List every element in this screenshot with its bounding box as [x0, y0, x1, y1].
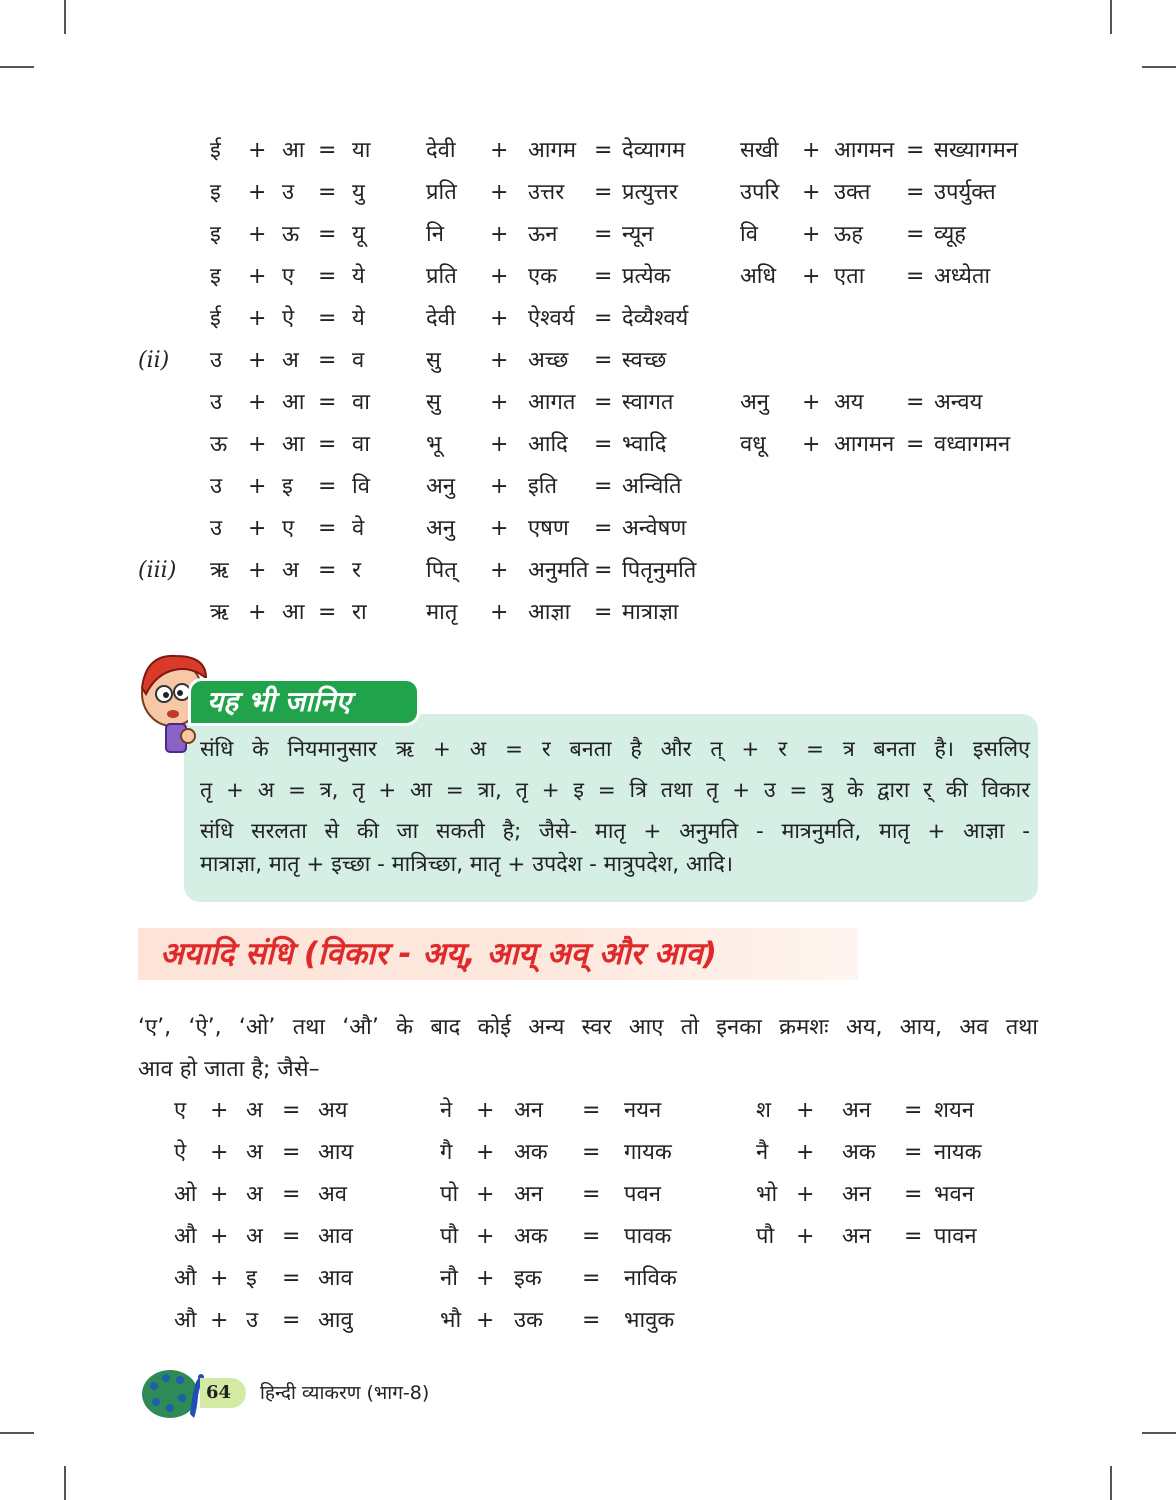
- example-cell: +: [490, 222, 509, 247]
- example-cell: आगमन: [834, 138, 895, 163]
- example-cell: +: [210, 1266, 229, 1291]
- info-title: यह भी जानिए: [188, 678, 420, 726]
- example-cell: =: [318, 264, 337, 289]
- example-cell: ऊ: [210, 432, 228, 457]
- example-cell: अच्छ: [528, 348, 569, 373]
- info-line: संधि के नियमानुसार ऋ + अ = र बनता है और त् + र = त्र बनता है। इसलिए: [200, 737, 1030, 762]
- example-cell: ने: [440, 1098, 453, 1123]
- example-cell: प्रत्युत्तर: [622, 180, 678, 205]
- example-cell: इ: [282, 474, 293, 499]
- example-cell: भ्वादि: [622, 432, 667, 457]
- example-cell: =: [318, 222, 337, 247]
- example-cell: प्रति: [426, 180, 457, 205]
- example-cell: ए: [174, 1098, 187, 1123]
- example-cell: =: [282, 1182, 301, 1207]
- example-cell: =: [318, 138, 337, 163]
- example-cell: ऊन: [528, 222, 558, 247]
- example-cell: अ: [246, 1098, 263, 1123]
- book-title: हिन्दी व्याकरण (भाग-8): [260, 1382, 430, 1404]
- paragraph-line: आव हो जाता है; जैसे–: [138, 1057, 320, 1082]
- example-cell: +: [490, 180, 509, 205]
- example-cell: भावुक: [624, 1308, 675, 1333]
- example-cell: +: [210, 1140, 229, 1165]
- example-cell: +: [248, 600, 267, 625]
- example-cell: गै: [440, 1140, 453, 1165]
- example-cell: =: [594, 600, 613, 625]
- example-cell: =: [318, 348, 337, 373]
- example-cell: अन्विति: [622, 474, 682, 499]
- example-cell: +: [476, 1224, 495, 1249]
- example-cell: आव: [318, 1266, 353, 1291]
- example-cell: उक्त: [834, 180, 871, 205]
- example-cell: भो: [756, 1182, 778, 1207]
- example-cell: +: [796, 1182, 815, 1207]
- example-cell: उत्तर: [528, 180, 565, 205]
- example-cell: +: [476, 1182, 495, 1207]
- crop-mark: [1142, 66, 1176, 68]
- crop-mark: [1142, 1432, 1176, 1434]
- example-cell: अ: [282, 348, 299, 373]
- example-cell: अन: [514, 1098, 544, 1123]
- example-cell: नयन: [624, 1098, 662, 1123]
- example-cell: अन: [842, 1224, 872, 1249]
- example-cell: +: [476, 1308, 495, 1333]
- example-cell: औ: [174, 1266, 197, 1291]
- example-cell: एषण: [528, 516, 569, 541]
- example-cell: वा: [352, 390, 370, 415]
- example-cell: +: [802, 264, 821, 289]
- example-cell: गायक: [624, 1140, 672, 1165]
- example-cell: उक: [514, 1308, 543, 1333]
- example-cell: +: [802, 222, 821, 247]
- example-cell: भौ: [440, 1308, 462, 1333]
- example-cell: पौ: [756, 1224, 775, 1249]
- page-number: 64: [206, 1382, 232, 1403]
- example-cell: वा: [352, 432, 370, 457]
- example-cell: आव: [318, 1224, 353, 1249]
- example-cell: इ: [210, 180, 221, 205]
- example-cell: =: [318, 180, 337, 205]
- example-cell: ऊह: [834, 222, 863, 247]
- crop-mark: [64, 1466, 66, 1500]
- example-cell: =: [318, 474, 337, 499]
- example-cell: उ: [210, 348, 223, 373]
- example-cell: पावन: [934, 1224, 977, 1249]
- example-cell: अन्वेषण: [622, 516, 687, 541]
- example-cell: उपरि: [740, 180, 780, 205]
- example-cell: =: [582, 1140, 601, 1165]
- example-cell: अ: [282, 558, 299, 583]
- example-cell: पवन: [624, 1182, 661, 1207]
- example-cell: मात्राज्ञा: [622, 600, 679, 625]
- example-cell: +: [490, 474, 509, 499]
- example-cell: यू: [352, 222, 365, 247]
- example-cell: =: [282, 1224, 301, 1249]
- example-cell: =: [906, 138, 925, 163]
- example-cell: ये: [352, 306, 365, 331]
- example-cell: नौ: [440, 1266, 458, 1291]
- example-cell: अनु: [426, 516, 456, 541]
- example-cell: सु: [426, 348, 441, 373]
- example-cell: +: [802, 432, 821, 457]
- example-cell: अक: [514, 1140, 548, 1165]
- example-cell: आगम: [528, 138, 577, 163]
- example-cell: सु: [426, 390, 441, 415]
- row-label: (iii): [138, 558, 177, 583]
- example-cell: वधू: [740, 432, 766, 457]
- info-line: तृ + अ = त्र, तृ + आ = त्रा, तृ + इ = त्रि तथा तृ + उ = त्रु के द्वारा र् की विकार: [200, 778, 1030, 803]
- example-cell: इ: [210, 264, 221, 289]
- example-cell: +: [802, 180, 821, 205]
- example-cell: आ: [282, 432, 305, 457]
- example-cell: =: [594, 558, 613, 583]
- example-cell: वध्वागमन: [934, 432, 1011, 457]
- example-cell: या: [352, 138, 371, 163]
- example-cell: शयन: [934, 1098, 974, 1123]
- example-cell: एक: [528, 264, 558, 289]
- example-cell: र: [352, 558, 361, 583]
- example-cell: +: [248, 390, 267, 415]
- example-cell: आय: [318, 1140, 354, 1165]
- example-cell: देवी: [426, 138, 456, 163]
- example-cell: +: [210, 1098, 229, 1123]
- example-cell: स्वागत: [622, 390, 674, 415]
- info-line: मात्राज्ञा, मातृ + इच्छा - मात्रिच्छा, मातृ + उपदेश - मात्रुपदेश, आदि।: [200, 852, 734, 877]
- example-cell: +: [210, 1224, 229, 1249]
- example-cell: ऐ: [282, 306, 295, 331]
- example-cell: रा: [352, 600, 367, 625]
- example-cell: सखी: [740, 138, 779, 163]
- example-cell: +: [490, 348, 509, 373]
- example-cell: आ: [282, 390, 305, 415]
- example-cell: वि: [352, 474, 370, 499]
- example-cell: =: [282, 1308, 301, 1333]
- example-cell: =: [594, 432, 613, 457]
- example-cell: +: [802, 138, 821, 163]
- example-cell: नि: [426, 222, 444, 247]
- example-cell: ई: [210, 138, 221, 163]
- crop-mark: [0, 66, 34, 68]
- example-cell: एता: [834, 264, 865, 289]
- example-cell: =: [318, 558, 337, 583]
- example-cell: नै: [756, 1140, 769, 1165]
- example-cell: अनु: [426, 474, 456, 499]
- example-cell: =: [318, 390, 337, 415]
- example-cell: अ: [246, 1182, 263, 1207]
- example-cell: ऐ: [174, 1140, 187, 1165]
- example-cell: +: [248, 222, 267, 247]
- example-cell: +: [490, 558, 509, 583]
- example-cell: +: [796, 1140, 815, 1165]
- example-cell: मातृ: [426, 600, 458, 625]
- example-cell: +: [248, 306, 267, 331]
- example-cell: =: [594, 390, 613, 415]
- example-cell: नायक: [934, 1140, 982, 1165]
- example-cell: =: [594, 222, 613, 247]
- example-cell: =: [906, 180, 925, 205]
- example-cell: +: [490, 516, 509, 541]
- example-cell: पो: [440, 1182, 459, 1207]
- example-cell: इक: [514, 1266, 542, 1291]
- example-cell: देवी: [426, 306, 456, 331]
- example-cell: =: [318, 516, 337, 541]
- example-cell: +: [490, 264, 509, 289]
- example-cell: आगत: [528, 390, 576, 415]
- example-cell: =: [582, 1098, 601, 1123]
- example-cell: इ: [246, 1266, 257, 1291]
- example-cell: +: [490, 138, 509, 163]
- example-cell: ऐश्वर्य: [528, 306, 575, 331]
- example-cell: =: [318, 600, 337, 625]
- example-cell: आगमन: [834, 432, 895, 457]
- example-cell: +: [476, 1266, 495, 1291]
- example-cell: न्यून: [622, 222, 654, 247]
- example-cell: देव्यैश्वर्य: [622, 306, 689, 331]
- example-cell: भू: [426, 432, 442, 457]
- example-cell: अक: [514, 1224, 548, 1249]
- example-cell: अय: [834, 390, 864, 415]
- example-cell: =: [582, 1308, 601, 1333]
- example-cell: अनुमति: [528, 558, 589, 583]
- example-cell: =: [906, 264, 925, 289]
- example-cell: +: [476, 1140, 495, 1165]
- example-cell: अ: [246, 1224, 263, 1249]
- example-cell: +: [248, 516, 267, 541]
- example-cell: पावक: [624, 1224, 672, 1249]
- example-cell: =: [906, 390, 925, 415]
- example-cell: ऊ: [282, 222, 300, 247]
- example-cell: =: [282, 1098, 301, 1123]
- section-title: अयादि संधि (विकार - अय्, आय् अव् और आव): [160, 936, 717, 972]
- example-cell: +: [476, 1098, 495, 1123]
- example-cell: =: [582, 1266, 601, 1291]
- example-cell: आज्ञा: [528, 600, 571, 625]
- example-cell: =: [594, 516, 613, 541]
- example-cell: =: [594, 474, 613, 499]
- example-cell: +: [802, 390, 821, 415]
- example-cell: +: [490, 390, 509, 415]
- example-cell: =: [594, 348, 613, 373]
- example-cell: =: [282, 1140, 301, 1165]
- example-cell: =: [906, 222, 925, 247]
- example-cell: अन: [514, 1182, 544, 1207]
- example-cell: =: [282, 1266, 301, 1291]
- example-cell: अ: [246, 1140, 263, 1165]
- example-cell: =: [318, 432, 337, 457]
- example-cell: आ: [282, 600, 305, 625]
- example-cell: +: [490, 600, 509, 625]
- crop-mark: [64, 0, 66, 34]
- example-cell: अधि: [740, 264, 777, 289]
- example-cell: उ: [210, 516, 223, 541]
- example-cell: स्वच्छ: [622, 348, 667, 373]
- example-cell: अध्येता: [934, 264, 991, 289]
- example-cell: ई: [210, 306, 221, 331]
- example-cell: +: [490, 432, 509, 457]
- example-cell: उ: [246, 1308, 259, 1333]
- example-cell: ए: [282, 516, 295, 541]
- example-cell: अन: [842, 1182, 872, 1207]
- example-cell: अन: [842, 1098, 872, 1123]
- example-cell: +: [248, 558, 267, 583]
- example-cell: अनु: [740, 390, 770, 415]
- example-cell: पौ: [440, 1224, 459, 1249]
- example-cell: +: [248, 264, 267, 289]
- example-cell: औ: [174, 1308, 197, 1333]
- example-cell: वे: [352, 516, 365, 541]
- example-cell: पित्: [426, 558, 457, 583]
- example-cell: उपर्युक्त: [934, 180, 996, 205]
- example-cell: =: [904, 1182, 923, 1207]
- example-cell: =: [594, 264, 613, 289]
- example-cell: =: [906, 432, 925, 457]
- paragraph-line: ‘ए’, ‘ऐ’, ‘ओ’ तथा ‘औ’ के बाद कोई अन्य स्वर आए तो इनका क्रमशः अय, आय, अव तथा: [138, 1015, 1038, 1040]
- example-cell: =: [582, 1182, 601, 1207]
- example-cell: अक: [842, 1140, 876, 1165]
- example-cell: =: [904, 1140, 923, 1165]
- example-cell: अन्वय: [934, 390, 983, 415]
- example-cell: इति: [528, 474, 558, 499]
- crop-mark: [1110, 0, 1112, 34]
- example-cell: नाविक: [624, 1266, 677, 1291]
- example-cell: ऋ: [210, 558, 229, 583]
- example-cell: औ: [174, 1224, 197, 1249]
- example-cell: आ: [282, 138, 305, 163]
- example-cell: +: [248, 348, 267, 373]
- example-cell: =: [904, 1098, 923, 1123]
- example-cell: व: [352, 348, 365, 373]
- example-cell: =: [594, 306, 613, 331]
- example-cell: प्रति: [426, 264, 457, 289]
- example-cell: उ: [210, 474, 223, 499]
- example-cell: +: [248, 138, 267, 163]
- example-cell: उ: [210, 390, 223, 415]
- example-cell: +: [796, 1224, 815, 1249]
- example-cell: +: [490, 306, 509, 331]
- example-cell: अव: [318, 1182, 348, 1207]
- example-cell: ओ: [174, 1182, 197, 1207]
- example-cell: प्रत्येक: [622, 264, 671, 289]
- example-cell: ऋ: [210, 600, 229, 625]
- example-cell: श: [756, 1098, 771, 1123]
- example-cell: =: [904, 1224, 923, 1249]
- example-cell: +: [248, 474, 267, 499]
- example-cell: यु: [352, 180, 365, 205]
- example-cell: =: [594, 180, 613, 205]
- example-cell: +: [210, 1308, 229, 1333]
- example-cell: भवन: [934, 1182, 974, 1207]
- example-cell: देव्यागम: [622, 138, 686, 163]
- example-cell: वि: [740, 222, 758, 247]
- example-cell: +: [210, 1182, 229, 1207]
- example-cell: अय: [318, 1098, 348, 1123]
- example-cell: =: [318, 306, 337, 331]
- example-cell: =: [594, 138, 613, 163]
- crop-mark: [1110, 1466, 1112, 1500]
- example-cell: ये: [352, 264, 365, 289]
- example-cell: +: [248, 432, 267, 457]
- example-cell: पितृनुमति: [622, 558, 697, 583]
- crop-mark: [0, 1432, 34, 1434]
- example-cell: +: [248, 180, 267, 205]
- example-cell: आवु: [318, 1308, 353, 1333]
- example-cell: +: [796, 1098, 815, 1123]
- example-cell: =: [582, 1224, 601, 1249]
- example-cell: इ: [210, 222, 221, 247]
- example-cell: सख्यागमन: [934, 138, 1018, 163]
- example-cell: व्यूह: [934, 222, 966, 247]
- row-label: (ii): [138, 348, 170, 373]
- example-cell: ए: [282, 264, 295, 289]
- info-line: संधि सरलता से की जा सकती है; जैसे- मातृ + अनुमति - मात्रनुमति, मातृ + आज्ञा -: [200, 819, 1030, 844]
- example-cell: आदि: [528, 432, 568, 457]
- example-cell: उ: [282, 180, 295, 205]
